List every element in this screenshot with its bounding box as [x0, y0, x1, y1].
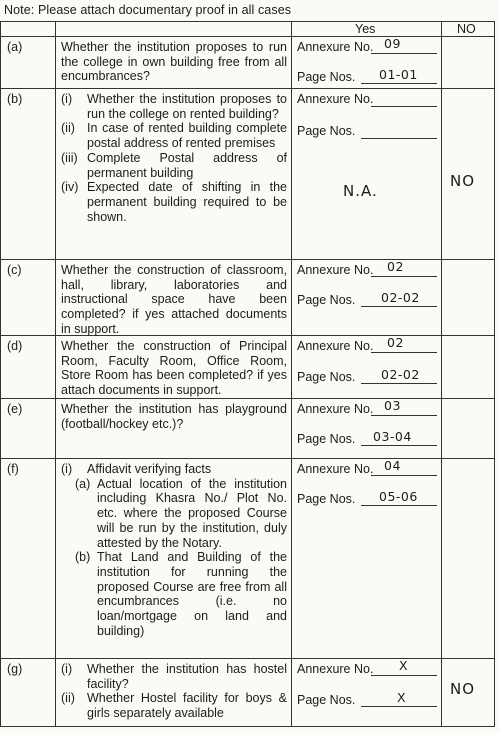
- annexure-label-b: Annexure No.: [297, 92, 374, 106]
- page-underline: [361, 706, 437, 707]
- item-g-ii: (ii) Whether Hostel facility for boys & girls separately available: [61, 691, 287, 721]
- page-label-a: Page Nos.: [297, 70, 356, 84]
- page-underline: [361, 505, 437, 506]
- page-label-f: Page Nos.: [297, 492, 356, 506]
- page-label-g: Page Nos.: [297, 693, 356, 707]
- page-value-a: 01-01: [379, 67, 418, 82]
- no-value-g: NO: [450, 680, 476, 698]
- annexure-underline: [371, 675, 437, 676]
- row-divider: [1, 259, 494, 260]
- annexure-value-a: 09: [384, 36, 401, 51]
- question-g: [61, 662, 287, 721]
- page-label-d: Page Nos.: [297, 370, 356, 384]
- annexure-label-d: Annexure No.: [297, 339, 374, 353]
- row-divider: [1, 88, 494, 89]
- checklist-table: [0, 21, 495, 727]
- annexure-value-g: X: [399, 658, 409, 673]
- page-underline: [361, 83, 437, 84]
- row-divider: [1, 398, 494, 399]
- page-value-c: 02-02: [381, 290, 420, 305]
- question-c: Whether the construction of classroom, hall, library, laboratories and instructional space have been completed? if yes attached documents in support.: [61, 263, 287, 336]
- question-e: Whether the institution has playground (football/hockey etc.)?: [61, 402, 287, 431]
- annexure-value-e: 03: [384, 398, 401, 413]
- annexure-underline: [371, 53, 437, 54]
- question-d: Whether the construction of Principal Room, Faculty Room, Office Room, Store Room has been completed? if yes attach documents in support.: [61, 339, 287, 398]
- item-b-iv: (iv) Expected date of shifting in the permanent building required to be shown.: [61, 180, 287, 224]
- page-underline: [361, 445, 437, 446]
- annexure-value-c: 02: [387, 259, 404, 274]
- annexure-label-e: Annexure No.: [297, 402, 374, 416]
- annexure-underline: [371, 475, 437, 476]
- question-a: Whether the institution proposes to run the college in own building free from all encumbrances?: [61, 40, 287, 84]
- header-divider: [1, 36, 494, 37]
- row-label-b: (b): [7, 92, 23, 106]
- page-label-c: Page Nos.: [297, 293, 356, 307]
- annexure-label-f: Annexure No.: [297, 462, 374, 476]
- na-value-b: N.A.: [343, 182, 378, 200]
- item-b-iii: (iii) Complete Postal address of permanent building: [61, 150, 287, 180]
- annexure-value-d: 02: [387, 335, 404, 350]
- page-underline: [361, 138, 437, 139]
- row-divider: [1, 658, 494, 659]
- annexure-value-f: 04: [384, 458, 401, 473]
- annexure-label-g: Annexure No.: [297, 662, 374, 676]
- annexure-label-a: Annexure No.: [297, 40, 374, 54]
- question-b: [61, 92, 287, 224]
- row-label-e: (e): [7, 402, 23, 416]
- item-b-i: (i) Whether the institution proposes to run the college on rented building?: [61, 92, 287, 121]
- column-divider: [291, 22, 292, 726]
- page-underline: [361, 383, 437, 384]
- row-label-c: (c): [7, 263, 22, 277]
- item-f-a: (a) Actual location of the institution including Khasra No./ Plot No. etc. where the proposed Course will be run by the institution, duly attested by the Notary.: [75, 476, 287, 550]
- yes-header: Yes: [355, 22, 376, 36]
- annexure-underline: [371, 352, 437, 353]
- row-label-g: (g): [7, 662, 23, 676]
- no-value-b: NO: [450, 172, 476, 190]
- annexure-underline: [371, 415, 437, 416]
- column-divider: [55, 22, 56, 726]
- annexure-label-c: Annexure No.: [297, 263, 374, 277]
- row-label-a: (a): [7, 40, 23, 54]
- row-label-f: (f): [7, 462, 19, 476]
- question-f: [61, 462, 287, 638]
- page-value-f: 05-06: [379, 489, 418, 504]
- page-label-b: Page Nos.: [297, 124, 356, 138]
- annexure-underline: [371, 276, 437, 277]
- item-f-i: (i) Affidavit verifying facts: [61, 462, 212, 476]
- page-underline: [361, 306, 437, 307]
- page-value-d: 02-02: [381, 367, 420, 382]
- item-g-i: (i) Whether the institution has hostel facility?: [61, 662, 287, 691]
- no-header: NO: [457, 22, 476, 36]
- item-f-b: (b) That Land and Building of the institution for running the proposed Course are free from all encumbrances (i.e. no loan/mortgage on land and building): [75, 550, 287, 638]
- row-divider: [1, 458, 494, 459]
- page-value-g: X: [397, 690, 407, 705]
- note-text: Note: Please attach documentary proof in all cases: [4, 3, 292, 17]
- page-label-e: Page Nos.: [297, 432, 356, 446]
- row-label-d: (d): [7, 339, 23, 353]
- column-divider: [441, 22, 442, 726]
- item-b-ii: (ii) In case of rented building complete postal address of rented premises: [61, 121, 287, 151]
- page-value-e: 03-04: [373, 429, 412, 444]
- annexure-underline: [371, 106, 437, 107]
